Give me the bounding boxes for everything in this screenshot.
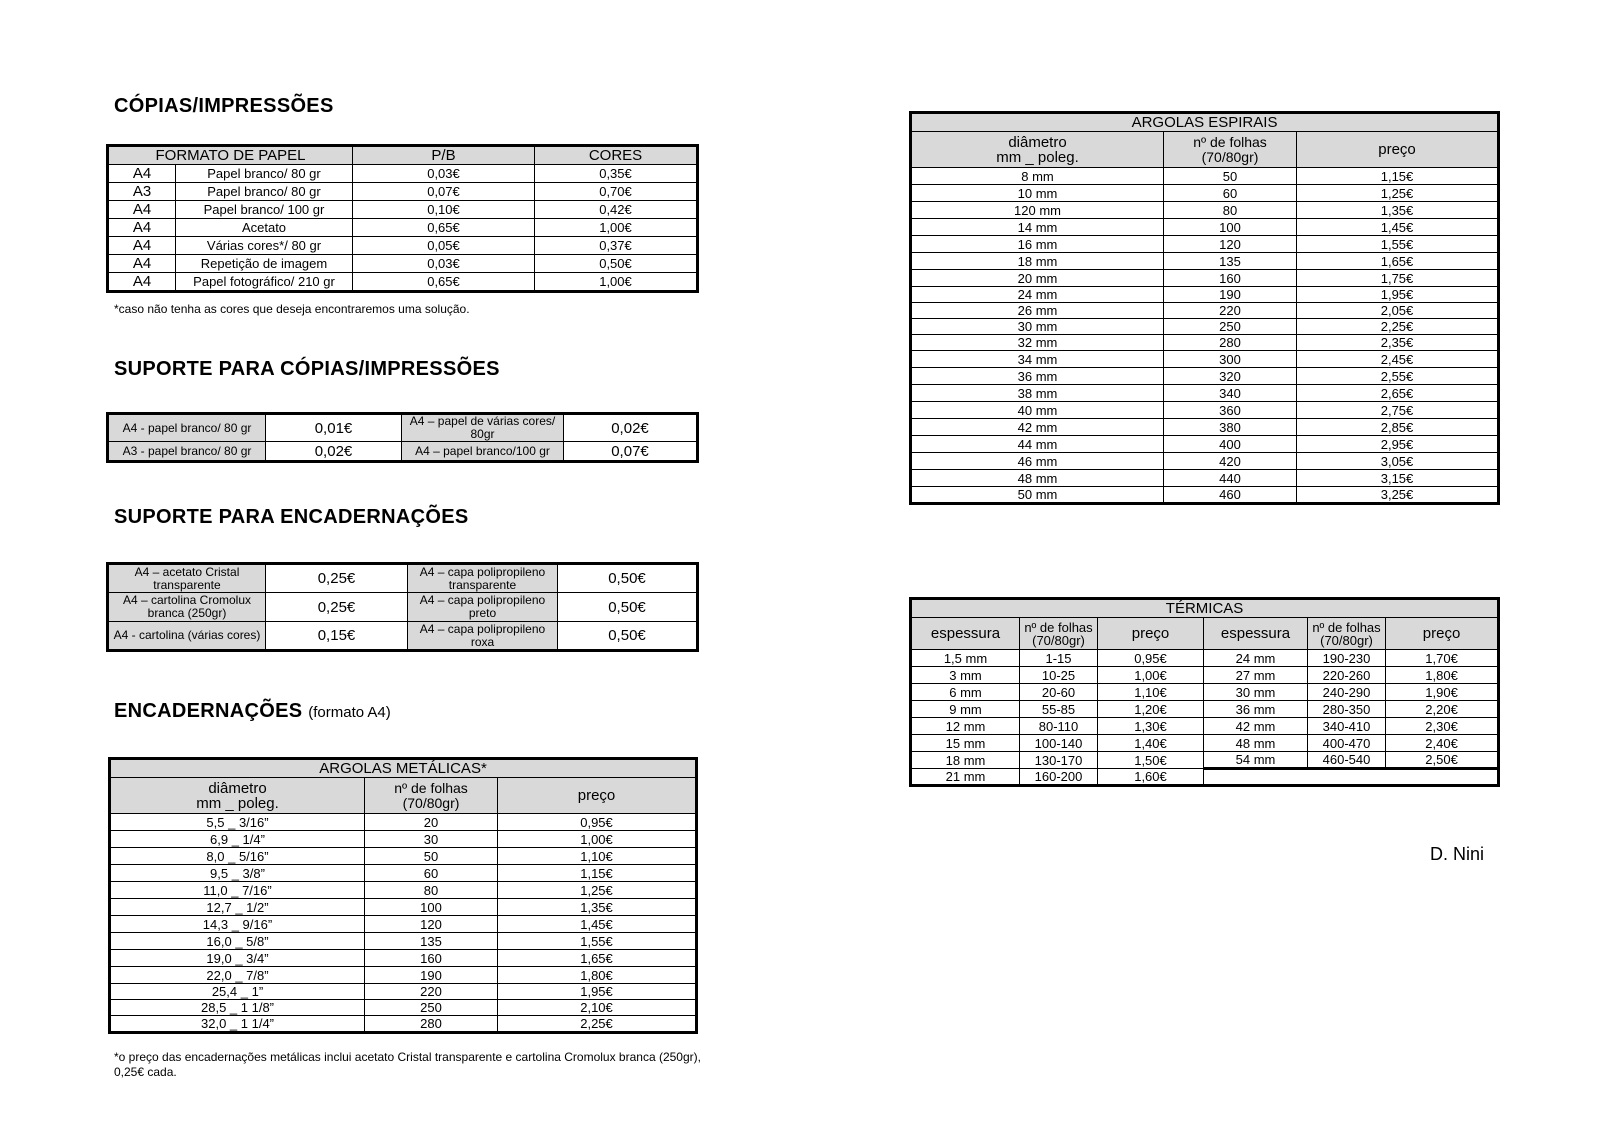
thickness-cell: 30 mm xyxy=(1204,684,1308,701)
thickness-cell: 24 mm xyxy=(1204,650,1308,667)
col-header-preco: preço xyxy=(1297,132,1499,168)
col-header-folhas xyxy=(365,778,498,814)
price-cell: 1,20€ xyxy=(1098,701,1204,718)
thickness-cell: 48 mm xyxy=(1204,735,1308,752)
table-row xyxy=(108,237,698,255)
table-row xyxy=(911,684,1499,701)
sheets-cell: 100 xyxy=(365,899,498,916)
sheets-cell: 400-470 xyxy=(1308,735,1386,752)
price-cell: 1,95€ xyxy=(498,984,697,1000)
table-row xyxy=(108,201,698,219)
thickness-cell: 54 mm xyxy=(1204,752,1308,769)
paper-cell: Papel branco/ 100 gr xyxy=(176,201,353,219)
item-price: 0,02€ xyxy=(564,414,698,442)
sheets-cell: 280 xyxy=(365,1016,498,1033)
color-price-cell: 0,42€ xyxy=(535,201,698,219)
table-row xyxy=(110,916,697,933)
section-title-encadernacoes xyxy=(114,700,391,723)
paper-cell: Várias cores*/ 80 gr xyxy=(176,237,353,255)
col-header-diametro-line2: mm _ poleg. xyxy=(196,794,279,812)
table-row xyxy=(110,1016,697,1033)
sheets-cell: 280-350 xyxy=(1308,701,1386,718)
price-cell: 2,40€ xyxy=(1386,735,1499,752)
item-price: 0,15€ xyxy=(266,622,408,651)
format-cell: A4 xyxy=(108,273,176,292)
sheets-cell: 50 xyxy=(365,848,498,865)
sheets-cell: 340 xyxy=(1164,385,1297,402)
table-row xyxy=(108,622,698,651)
table-row xyxy=(911,236,1499,253)
thickness-cell: 21 mm xyxy=(911,769,1020,786)
col-header-espessura: espessura xyxy=(911,618,1020,650)
sheets-cell: 80 xyxy=(365,882,498,899)
diameter-cell: 50 mm xyxy=(911,487,1164,504)
argolas-espirais-title: ARGOLAS ESPIRAIS xyxy=(911,113,1499,132)
price-cell: 2,65€ xyxy=(1297,385,1499,402)
format-cell: A4 xyxy=(108,237,176,255)
encadernacoes-subtitle: (formato A4) xyxy=(308,704,391,721)
item-price: 0,02€ xyxy=(266,442,402,462)
table-row xyxy=(911,202,1499,219)
sheets-cell: 135 xyxy=(1164,253,1297,270)
col-header-diametro-line1: diâmetro xyxy=(208,779,267,797)
diameter-cell: 8,0 _ 5/16” xyxy=(110,848,365,865)
price-cell: 2,55€ xyxy=(1297,368,1499,385)
diameter-cell: 36 mm xyxy=(911,368,1164,385)
item-price: 0,50€ xyxy=(558,622,698,651)
col-header-folhas xyxy=(1164,132,1297,168)
price-cell: 2,25€ xyxy=(498,1016,697,1033)
item-price: 0,50€ xyxy=(558,593,698,622)
sheets-cell: 190-230 xyxy=(1308,650,1386,667)
thickness-cell: 3 mm xyxy=(911,667,1020,684)
col-header-folhas-line2: (70/80gr) xyxy=(1320,632,1373,648)
argolas-metalicas-title: ARGOLAS METÁLICAS* xyxy=(110,759,697,778)
col-header-preco: preço xyxy=(1386,618,1499,650)
thickness-cell: 18 mm xyxy=(911,752,1020,769)
empty-cell xyxy=(1204,769,1499,786)
price-cell: 2,45€ xyxy=(1297,351,1499,368)
col-header-folhas-line1: nº de folhas xyxy=(1024,619,1093,635)
col-header-folhas-line1: nº de folhas xyxy=(1312,619,1381,635)
table-row xyxy=(911,385,1499,402)
price-cell: 2,95€ xyxy=(1297,436,1499,453)
sheets-cell: 380 xyxy=(1164,419,1297,436)
diameter-cell: 16,0 _ 5/8” xyxy=(110,933,365,950)
pb-price-cell: 0,03€ xyxy=(353,255,535,273)
sheets-cell: 60 xyxy=(365,865,498,882)
price-cell: 1,80€ xyxy=(498,967,697,984)
section-title-copias: CÓPIAS/IMPRESSÕES xyxy=(114,95,334,117)
item-label: A4 – capa polipropileno transparente xyxy=(408,564,558,593)
sheets-cell: 50 xyxy=(1164,168,1297,185)
sheets-cell: 30 xyxy=(365,831,498,848)
sheets-cell: 160-200 xyxy=(1020,769,1098,786)
diameter-cell: 40 mm xyxy=(911,402,1164,419)
termicas-table xyxy=(909,597,1500,787)
pb-price-cell: 0,07€ xyxy=(353,183,535,201)
copias-table xyxy=(106,144,699,293)
table-row xyxy=(110,933,697,950)
price-cell: 1,35€ xyxy=(498,899,697,916)
sheets-cell: 300 xyxy=(1164,351,1297,368)
pb-price-cell: 0,10€ xyxy=(353,201,535,219)
table-row xyxy=(108,273,698,292)
item-label: A4 – capa polipropileno roxa xyxy=(408,622,558,651)
diameter-cell: 30 mm xyxy=(911,319,1164,335)
table-row xyxy=(911,470,1499,487)
price-cell: 1,55€ xyxy=(1297,236,1499,253)
price-cell: 1,00€ xyxy=(498,831,697,848)
diameter-cell: 18 mm xyxy=(911,253,1164,270)
price-cell: 2,10€ xyxy=(498,1000,697,1016)
color-price-cell: 1,00€ xyxy=(535,219,698,237)
price-cell: 1,30€ xyxy=(1098,718,1204,735)
sheets-cell: 440 xyxy=(1164,470,1297,487)
diameter-cell: 26 mm xyxy=(911,303,1164,319)
price-cell: 2,75€ xyxy=(1297,402,1499,419)
item-label: A4 – acetato Cristal transparente xyxy=(108,564,266,593)
table-row xyxy=(911,752,1499,769)
price-cell: 1,95€ xyxy=(1297,287,1499,303)
thickness-cell: 42 mm xyxy=(1204,718,1308,735)
section-title-suporte-enc: SUPORTE PARA ENCADERNAÇÕES xyxy=(114,506,469,528)
col-header-folhas-line2: (70/80gr) xyxy=(1032,632,1085,648)
table-row xyxy=(911,253,1499,270)
table-row xyxy=(110,899,697,916)
price-cell: 1,40€ xyxy=(1098,735,1204,752)
termicas-block xyxy=(909,597,1497,797)
sheets-cell: 250 xyxy=(365,1000,498,1016)
table-row xyxy=(911,419,1499,436)
diameter-cell: 42 mm xyxy=(911,419,1164,436)
table-row xyxy=(911,667,1499,684)
paper-cell: Papel fotográfico/ 210 gr xyxy=(176,273,353,292)
sheets-cell: 160 xyxy=(1164,270,1297,287)
paper-cell: Repetição de imagem xyxy=(176,255,353,273)
sheets-cell: 340-410 xyxy=(1308,718,1386,735)
price-cell: 1,00€ xyxy=(1098,667,1204,684)
pb-price-cell: 0,65€ xyxy=(353,219,535,237)
termicas-title: TÉRMICAS xyxy=(911,599,1499,618)
table-row xyxy=(911,319,1499,335)
pb-price-cell: 0,05€ xyxy=(353,237,535,255)
diameter-cell: 14 mm xyxy=(911,219,1164,236)
sheets-cell: 280 xyxy=(1164,335,1297,351)
diameter-cell: 32 mm xyxy=(911,335,1164,351)
col-header-preco: preço xyxy=(498,778,697,814)
diameter-cell: 46 mm xyxy=(911,453,1164,470)
diameter-cell: 24 mm xyxy=(911,287,1164,303)
color-price-cell: 0,35€ xyxy=(535,165,698,183)
diameter-cell: 120 mm xyxy=(911,202,1164,219)
table-row xyxy=(911,718,1499,735)
table-row xyxy=(911,402,1499,419)
col-header-folhas-line1: nº de folhas xyxy=(1193,133,1267,150)
thickness-cell: 15 mm xyxy=(911,735,1020,752)
sheets-cell: 20 xyxy=(365,814,498,831)
diameter-cell: 25,4 _ 1” xyxy=(110,984,365,1000)
thickness-cell: 9 mm xyxy=(911,701,1020,718)
diameter-cell: 32,0 _ 1 1/4” xyxy=(110,1016,365,1033)
table-row xyxy=(110,814,697,831)
table-row xyxy=(911,219,1499,236)
price-cell: 1,45€ xyxy=(498,916,697,933)
price-cell: 3,15€ xyxy=(1297,470,1499,487)
col-header-folhas xyxy=(1020,618,1098,650)
diameter-cell: 20 mm xyxy=(911,270,1164,287)
table-row xyxy=(911,769,1499,786)
paper-cell: Papel branco/ 80 gr xyxy=(176,165,353,183)
item-price: 0,01€ xyxy=(266,414,402,442)
table-row xyxy=(911,701,1499,718)
suporte-enc-table xyxy=(106,562,699,652)
price-cell: 2,30€ xyxy=(1386,718,1499,735)
table-row xyxy=(110,865,697,882)
format-cell: A3 xyxy=(108,183,176,201)
argolas-metalicas-table xyxy=(108,757,698,1034)
sheets-cell: 1-15 xyxy=(1020,650,1098,667)
suporte-copias-table xyxy=(106,412,699,463)
table-row xyxy=(911,436,1499,453)
table-row xyxy=(911,735,1499,752)
argolas-espirais-table xyxy=(909,111,1500,505)
price-cell: 1,55€ xyxy=(498,933,697,950)
diameter-cell: 34 mm xyxy=(911,351,1164,368)
diameter-cell: 6,9 _ 1/4” xyxy=(110,831,365,848)
table-row xyxy=(110,950,697,967)
price-cell: 1,70€ xyxy=(1386,650,1499,667)
col-header-pb: P/B xyxy=(353,146,535,165)
signature: D. Nini xyxy=(1430,844,1485,864)
color-price-cell: 0,70€ xyxy=(535,183,698,201)
item-label: A4 - cartolina (várias cores) xyxy=(108,622,266,651)
price-cell: 3,05€ xyxy=(1297,453,1499,470)
table-row xyxy=(911,270,1499,287)
item-label: A4 – papel branco/100 gr xyxy=(402,442,564,462)
table-row xyxy=(110,831,697,848)
diameter-cell: 14,3 _ 9/16” xyxy=(110,916,365,933)
price-cell: 1,65€ xyxy=(1297,253,1499,270)
price-cell: 1,15€ xyxy=(498,865,697,882)
diameter-cell: 22,0 _ 7/8” xyxy=(110,967,365,984)
price-cell: 1,10€ xyxy=(1098,684,1204,701)
sheets-cell: 460-540 xyxy=(1308,752,1386,769)
col-header-diametro xyxy=(911,132,1164,168)
price-cell: 2,50€ xyxy=(1386,752,1499,769)
sheets-cell: 220 xyxy=(1164,303,1297,319)
item-price: 0,50€ xyxy=(558,564,698,593)
table-row xyxy=(108,165,698,183)
col-header-folhas-line1: nº de folhas xyxy=(394,779,468,796)
sheets-cell: 55-85 xyxy=(1020,701,1098,718)
sheets-cell: 120 xyxy=(1164,236,1297,253)
sheets-cell: 120 xyxy=(365,916,498,933)
sheets-cell: 240-290 xyxy=(1308,684,1386,701)
item-label: A3 - papel branco/ 80 gr xyxy=(108,442,266,462)
table-row xyxy=(110,848,697,865)
color-price-cell: 1,00€ xyxy=(535,273,698,292)
col-header-diametro xyxy=(110,778,365,814)
pb-price-cell: 0,65€ xyxy=(353,273,535,292)
table-row xyxy=(110,1000,697,1016)
price-cell: 1,65€ xyxy=(498,950,697,967)
sheets-cell: 10-25 xyxy=(1020,667,1098,684)
sheets-cell: 320 xyxy=(1164,368,1297,385)
sheets-cell: 20-60 xyxy=(1020,684,1098,701)
diameter-cell: 38 mm xyxy=(911,385,1164,402)
paper-cell: Papel branco/ 80 gr xyxy=(176,183,353,201)
encadernacoes-note: *o preço das encadernações metálicas inclui acetato Cristal transparente e cartolina Cromolux branca (250gr), 0,25€ cada. xyxy=(114,1050,701,1079)
price-cell: 0,95€ xyxy=(498,814,697,831)
diameter-cell: 44 mm xyxy=(911,436,1164,453)
price-cell: 1,15€ xyxy=(1297,168,1499,185)
item-label: A4 – cartolina Cromolux branca (250gr) xyxy=(108,593,266,622)
thickness-cell: 12 mm xyxy=(911,718,1020,735)
pb-price-cell: 0,03€ xyxy=(353,165,535,183)
color-price-cell: 0,37€ xyxy=(535,237,698,255)
item-label: A4 - papel branco/ 80 gr xyxy=(108,414,266,442)
table-row xyxy=(911,487,1499,504)
col-header-folhas xyxy=(1308,618,1386,650)
diameter-cell: 5,5 _ 3/16” xyxy=(110,814,365,831)
table-row xyxy=(911,168,1499,185)
table-row xyxy=(108,593,698,622)
diameter-cell: 19,0 _ 3/4” xyxy=(110,950,365,967)
price-cell: 2,85€ xyxy=(1297,419,1499,436)
diameter-cell: 11,0 _ 7/16” xyxy=(110,882,365,899)
diameter-cell: 9,5 _ 3/8” xyxy=(110,865,365,882)
table-row xyxy=(911,303,1499,319)
thickness-cell: 1,5 mm xyxy=(911,650,1020,667)
diameter-cell: 8 mm xyxy=(911,168,1164,185)
thickness-cell: 27 mm xyxy=(1204,667,1308,684)
price-cell: 1,25€ xyxy=(1297,185,1499,202)
price-cell: 1,80€ xyxy=(1386,667,1499,684)
sheets-cell: 100-140 xyxy=(1020,735,1098,752)
table-row xyxy=(108,564,698,593)
col-header-diametro-line2: mm _ poleg. xyxy=(996,148,1079,166)
item-label: A4 – papel de várias cores/ 80gr xyxy=(402,414,564,442)
item-price: 0,07€ xyxy=(564,442,698,462)
sheets-cell: 220-260 xyxy=(1308,667,1386,684)
thickness-cell: 6 mm xyxy=(911,684,1020,701)
price-cell: 2,35€ xyxy=(1297,335,1499,351)
col-header-folhas-line2: (70/80gr) xyxy=(402,794,460,811)
table-row xyxy=(911,351,1499,368)
encadernacoes-title: ENCADERNAÇÕES xyxy=(114,700,303,722)
col-header-espessura: espessura xyxy=(1204,618,1308,650)
col-header-preco: preço xyxy=(1098,618,1204,650)
table-row xyxy=(108,219,698,237)
sheets-cell: 100 xyxy=(1164,219,1297,236)
sheets-cell: 160 xyxy=(365,950,498,967)
col-header-diametro-line1: diâmetro xyxy=(1008,133,1067,151)
sheets-cell: 60 xyxy=(1164,185,1297,202)
sheets-cell: 220 xyxy=(365,984,498,1000)
sheets-cell: 400 xyxy=(1164,436,1297,453)
price-cell: 1,25€ xyxy=(498,882,697,899)
table-row xyxy=(911,287,1499,303)
table-row xyxy=(110,882,697,899)
price-cell: 1,45€ xyxy=(1297,219,1499,236)
table-row xyxy=(911,185,1499,202)
sheets-cell: 135 xyxy=(365,933,498,950)
table-row xyxy=(911,368,1499,385)
table-row xyxy=(110,984,697,1000)
diameter-cell: 28,5 _ 1 1/8” xyxy=(110,1000,365,1016)
price-cell: 1,60€ xyxy=(1098,769,1204,786)
price-cell: 2,20€ xyxy=(1386,701,1499,718)
diameter-cell: 10 mm xyxy=(911,185,1164,202)
sheets-cell: 420 xyxy=(1164,453,1297,470)
price-cell: 1,50€ xyxy=(1098,752,1204,769)
price-cell: 1,35€ xyxy=(1297,202,1499,219)
item-price: 0,25€ xyxy=(266,564,408,593)
price-cell: 2,05€ xyxy=(1297,303,1499,319)
table-row xyxy=(911,650,1499,667)
sheets-cell: 130-170 xyxy=(1020,752,1098,769)
item-label: A4 – capa polipropileno preto xyxy=(408,593,558,622)
col-header-cores: CORES xyxy=(535,146,698,165)
price-cell: 2,25€ xyxy=(1297,319,1499,335)
price-cell: 0,95€ xyxy=(1098,650,1204,667)
paper-cell: Acetato xyxy=(176,219,353,237)
table-row xyxy=(108,183,698,201)
sheets-cell: 80 xyxy=(1164,202,1297,219)
price-cell: 1,90€ xyxy=(1386,684,1499,701)
price-cell: 1,75€ xyxy=(1297,270,1499,287)
sheets-cell: 460 xyxy=(1164,487,1297,504)
table-row xyxy=(108,442,698,462)
table-row xyxy=(911,453,1499,470)
diameter-cell: 16 mm xyxy=(911,236,1164,253)
color-price-cell: 0,50€ xyxy=(535,255,698,273)
item-price: 0,25€ xyxy=(266,593,408,622)
col-header-folhas-line2: (70/80gr) xyxy=(1201,148,1259,165)
thickness-cell: 36 mm xyxy=(1204,701,1308,718)
format-cell: A4 xyxy=(108,255,176,273)
sheets-cell: 190 xyxy=(365,967,498,984)
sheets-cell: 190 xyxy=(1164,287,1297,303)
price-cell: 1,10€ xyxy=(498,848,697,865)
table-row xyxy=(911,335,1499,351)
price-cell: 3,25€ xyxy=(1297,487,1499,504)
table-row xyxy=(108,414,698,442)
format-cell: A4 xyxy=(108,165,176,183)
format-cell: A4 xyxy=(108,219,176,237)
sheets-cell: 250 xyxy=(1164,319,1297,335)
copias-note: *caso não tenha as cores que deseja encontraremos uma solução. xyxy=(114,302,470,316)
diameter-cell: 12,7 _ 1/2” xyxy=(110,899,365,916)
sheets-cell: 360 xyxy=(1164,402,1297,419)
diameter-cell: 48 mm xyxy=(911,470,1164,487)
format-cell: A4 xyxy=(108,201,176,219)
col-header-formato: FORMATO DE PAPEL xyxy=(108,146,353,165)
sheets-cell: 80-110 xyxy=(1020,718,1098,735)
table-row xyxy=(110,967,697,984)
section-title-suporte-copias: SUPORTE PARA CÓPIAS/IMPRESSÕES xyxy=(114,358,500,380)
table-row xyxy=(108,255,698,273)
